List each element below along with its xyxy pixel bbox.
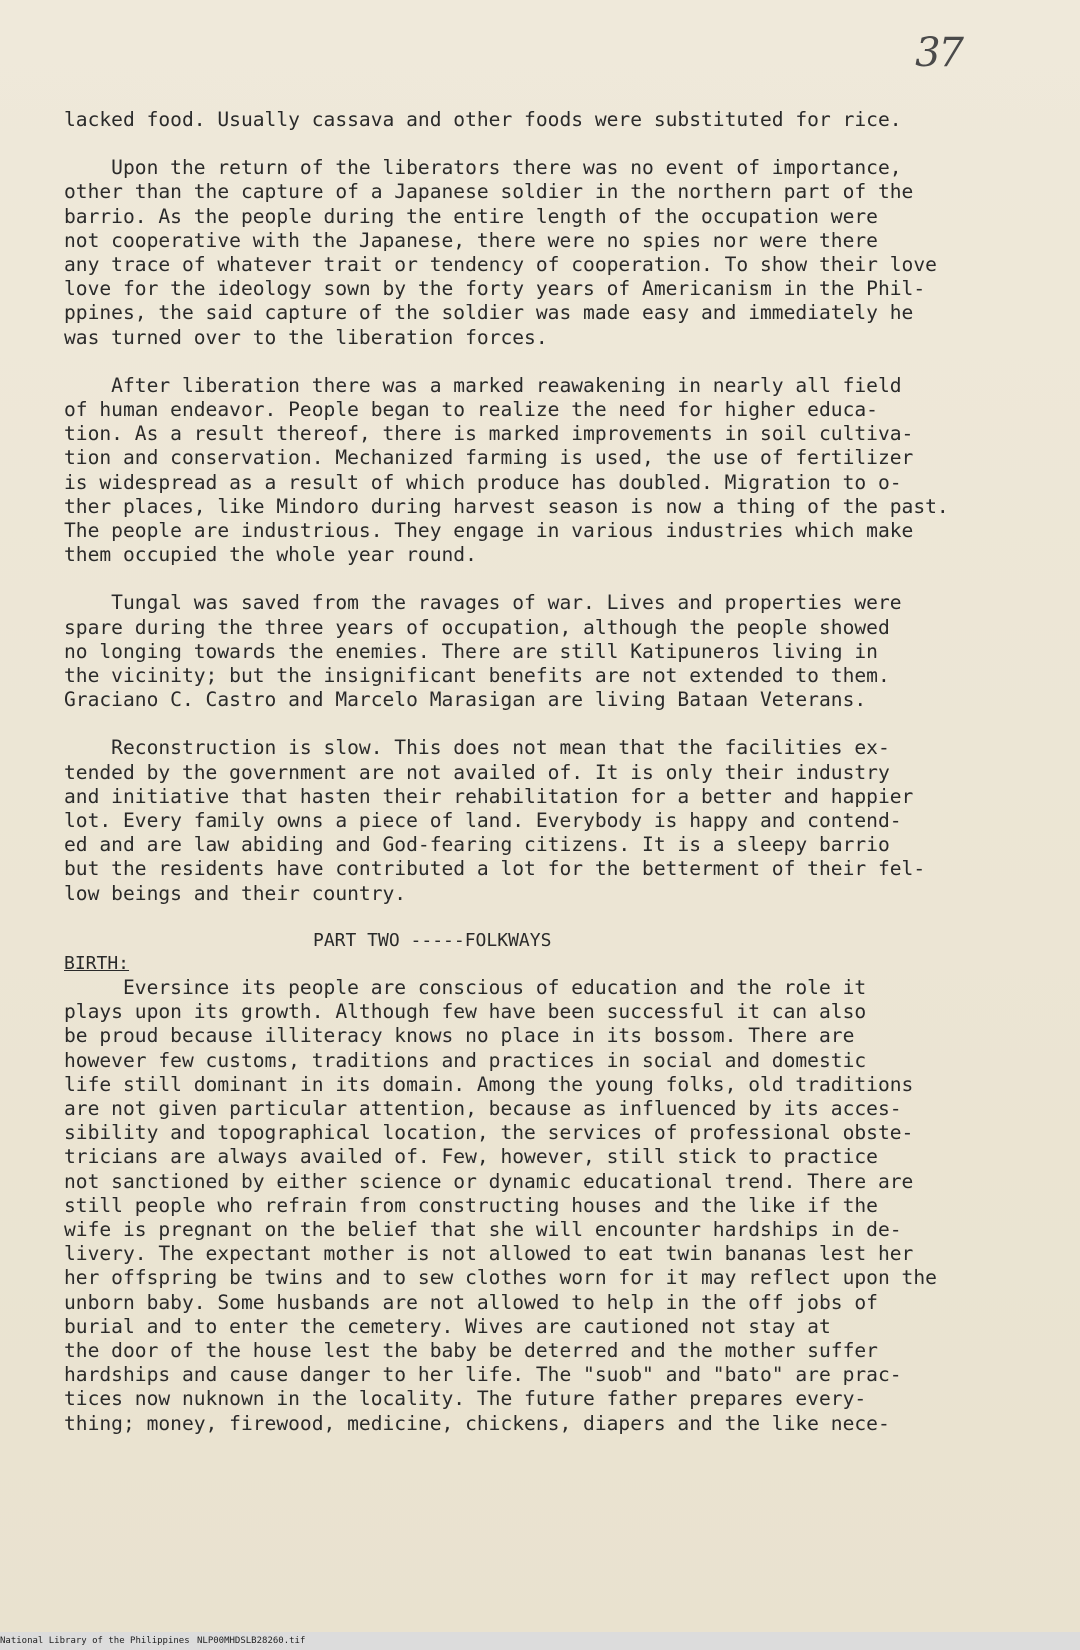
scan-footer <box>0 1632 1080 1650</box>
body-text <box>64 108 1024 1460</box>
paragraph-reconstruction: Reconstruction is slow. This does not mean that the facilities ex- tended by the government are not availed of. It is only their industry and initiative that hasten their rehabilitation for a better and happier lot. Every family owns a piece of land. Everybody is happy and contend- ed and are law abiding and God-fearing citizens. It is a sleepy barrio but the residents have contributed a lot for the betterment of their fel- low beings and their country. <box>64 736 926 905</box>
paragraph-food: lacked food. Usually cassava and other foods were substituted for rice. <box>64 108 902 131</box>
part-two-heading: PART TWO -----FOLKWAYS <box>313 929 552 951</box>
page-number: 37 <box>915 30 962 76</box>
paragraph-liberators-return: Upon the return of the liberators there was no event of importance, other than the capture of a Japanese soldier in the northern part of the barrio. As the people during the entire length of the occupation were not cooperative with the Japanese, there were no spies nor were there any trace of whatever trait or tendency of cooperation. To show their love love for the ideology sown by the forty years of Americanism in the Phil- ppines, the said capture of the soldier was made easy and immediately he was turned over to the liberation forces. <box>64 156 937 349</box>
paragraph-tungal-saved: Tungal was saved from the ravages of war. Lives and properties were spare during the three years of occupation, although the people showed no longing towards the enemies. There are still Katipuneros living in the vicinity; but the insignificant benefits are not extended to them. Graciano C. Castro and Marcelo Marasigan are living Bataan Veterans. <box>64 591 902 712</box>
footer-file-name: NLP00MHDSLB28260.tif <box>197 1636 306 1646</box>
birth-subheading: BIRTH: <box>64 952 130 974</box>
paragraph-birth: Eversince its people are conscious of education and the role it plays upon its growth. Although few have been successful it can also be proud because illiteracy knows no place in its bossom. There are however few customs, traditions and practices in social and domestic life still dominant in its domain. Among the young folks, old traditions are not given particular attention, because as influenced by its acces- sibility and topographical location, the services of professional obste- tricians are always availed of. Few, however, still stick to practice not sanctioned by either science or dynamic educational trend. There are still people who refrain from constructing houses and the like if the wife is pregnant on the belief that she will encounter hardships in de- livery. The expectant mother is not allowed to eat twin bananas lest her her offspring be twins and to sew clothes worn for it may reflect upon the unborn baby. Some husbands are not allowed to help in the off jobs of burial and to enter the cemetery. Wives are cautioned not stay at the door of the house lest the baby be deterred and the mother suffer hardships and cause danger to her life. The "suob" and "bato" are prac- tices now nuknown in the locality. The future father prepares every- thing; money, firewood, medicine, chickens, diapers and the like nece- <box>64 975 937 1435</box>
paragraph-after-liberation: After liberation there was a marked reawakening in nearly all field of human endeavor. People began to realize the need for higher educa- tion. As a result thereof, there is marked improvements in soil cultiva- tion and conservation. Mechanized farming is used, the use of fertilizer is widespread as a result of which produce has doubled. Migration to o- ther places, like Mindoro during harvest season is now a thing of the past. The people are industrious. They engage in various industries which make them occupied the whole year round. <box>64 373 949 567</box>
footer-library-name: National Library of the Philippines <box>0 1636 190 1646</box>
